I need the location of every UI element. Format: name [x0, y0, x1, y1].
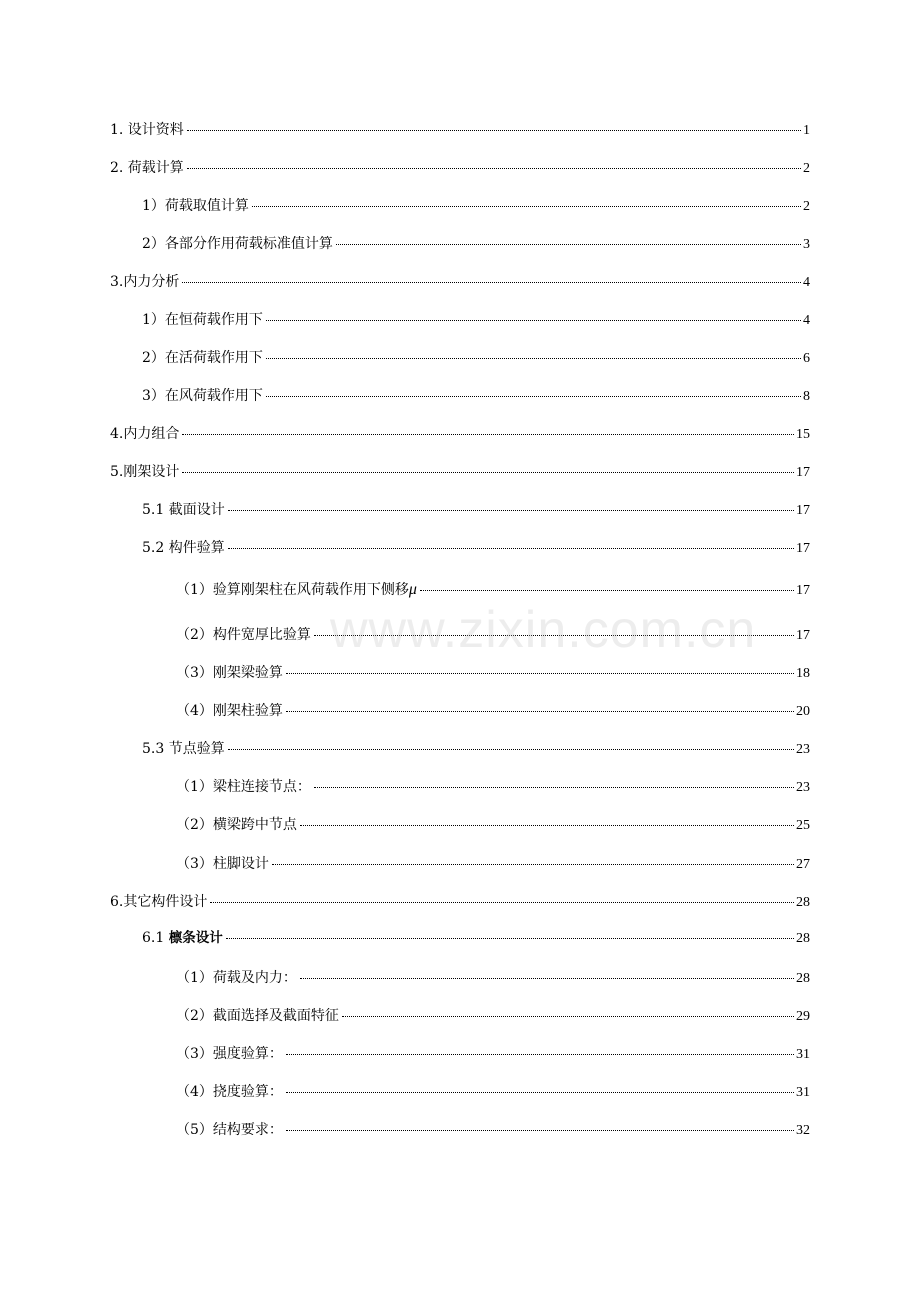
toc-leader: [286, 1130, 794, 1131]
toc-entry[interactable]: [110, 425, 810, 444]
mu-symbol: μ: [408, 581, 417, 598]
toc-entry[interactable]: [142, 501, 810, 520]
toc-entry[interactable]: [110, 121, 810, 140]
toc-entry-label: 3.内力分析: [110, 274, 180, 290]
toc-entry-label: 2）在活荷载作用下: [142, 350, 263, 366]
toc-entry-page: 4: [803, 275, 810, 290]
toc-entry[interactable]: [176, 581, 810, 600]
toc-leader: [286, 1054, 794, 1055]
toc-entry-page: 17: [796, 503, 810, 518]
toc-entry-label: 2）各部分作用荷载标准值计算: [142, 236, 333, 252]
toc-entry[interactable]: [110, 893, 810, 912]
toc-leader: [266, 396, 801, 397]
toc-entry[interactable]: [176, 855, 810, 874]
toc-entry-label: （4）刚架柱验算: [176, 703, 283, 719]
toc-entry-label: 6.1 檩条设计: [142, 930, 223, 946]
toc-leader: [286, 673, 794, 674]
toc-entry-page: 31: [796, 1047, 810, 1062]
toc-entry-page: 28: [796, 971, 810, 986]
toc-leader: [252, 206, 801, 207]
toc-entry-label: 5.1 截面设计: [142, 502, 225, 518]
toc-entry-label: （3）柱脚设计: [176, 856, 269, 872]
toc-entry-page: 27: [796, 857, 810, 872]
toc-leader: [266, 358, 801, 359]
toc-entry-label: （2）横梁跨中节点: [176, 817, 297, 833]
toc-entry-page: 28: [796, 895, 810, 910]
toc-entry-label: 4.内力组合: [110, 426, 180, 442]
toc-leader: [314, 787, 794, 788]
toc-leader: [420, 590, 794, 591]
toc-entry-page: 18: [796, 666, 810, 681]
toc-entry[interactable]: [110, 463, 810, 482]
toc-entry-page: 17: [796, 541, 810, 556]
toc-entry-page: 29: [796, 1009, 810, 1024]
toc-entry-page: 17: [796, 628, 810, 643]
toc-leader: [286, 1092, 794, 1093]
toc-entry-label: （1）验算刚架柱在风荷载作用下侧移μ: [176, 581, 417, 598]
toc-entry-label: 1）荷载取值计算: [142, 198, 249, 214]
toc-entry-label: 6.其它构件设计: [110, 894, 208, 910]
toc-entry[interactable]: [142, 235, 810, 254]
toc-entry-page: 3: [803, 237, 810, 252]
toc-entry-page: 23: [796, 742, 810, 757]
toc-leader: [336, 244, 801, 245]
toc-entry-label: （1）梁柱连接节点：: [176, 779, 311, 795]
toc-entry[interactable]: [176, 702, 810, 721]
toc-entry-page: 2: [803, 161, 810, 176]
toc-leader: [342, 1016, 794, 1017]
toc-entry-label: 3）在风荷载作用下: [142, 388, 263, 404]
toc-entry-page: 1: [803, 123, 810, 138]
toc-leader: [228, 510, 794, 511]
toc-leader: [182, 472, 794, 473]
toc-entry-label: （2）构件宽厚比验算: [176, 627, 311, 643]
toc-entry[interactable]: [176, 778, 810, 797]
toc-entry-page: 6: [803, 351, 810, 366]
toc-entry[interactable]: [142, 197, 810, 216]
toc-leader: [187, 130, 801, 131]
toc-entry[interactable]: [176, 1121, 810, 1140]
toc-entry[interactable]: [110, 273, 810, 292]
toc-entry-page: 17: [796, 465, 810, 480]
watermark: www.zixin.com.cn: [330, 601, 757, 659]
toc-entry[interactable]: [176, 1083, 810, 1102]
toc-entry-label: （4）挠度验算：: [176, 1084, 283, 1100]
toc-entry-page: 32: [796, 1123, 810, 1138]
toc-entry[interactable]: [176, 816, 810, 835]
toc-entry-label: 5.刚架设计: [110, 464, 180, 480]
toc-entry[interactable]: [142, 539, 810, 558]
toc-entry-page: 31: [796, 1085, 810, 1100]
toc-entry[interactable]: [142, 929, 810, 948]
toc-leader: [182, 434, 794, 435]
toc-entry-page: 4: [803, 313, 810, 328]
toc-leader: [226, 938, 794, 939]
toc-leader: [286, 711, 794, 712]
toc-entry[interactable]: [142, 311, 810, 330]
toc-entry-label: （1）荷载及内力：: [176, 970, 297, 986]
toc-entry-label: （3）刚架梁验算: [176, 665, 283, 681]
toc-leader: [228, 749, 794, 750]
toc-entry[interactable]: [176, 1007, 810, 1026]
toc-entry-label: （2）截面选择及截面特征: [176, 1008, 339, 1024]
toc-entry[interactable]: [142, 387, 810, 406]
toc-entry[interactable]: [176, 626, 810, 645]
toc-entry-page: 28: [796, 931, 810, 946]
toc-entry-page: 15: [796, 427, 810, 442]
toc-entry-label: 2. 荷载计算: [110, 160, 184, 176]
toc-leader: [300, 978, 794, 979]
toc-entry-label: （3）强度验算：: [176, 1046, 283, 1062]
toc-leader: [266, 320, 801, 321]
toc-entry-page: 2: [803, 199, 810, 214]
toc-entry-label: 1. 设计资料: [110, 122, 184, 138]
toc-entry[interactable]: [176, 1045, 810, 1064]
toc-entry-page: 17: [796, 583, 810, 598]
toc-entry-page: 20: [796, 704, 810, 719]
toc-entry-label: 1）在恒荷载作用下: [142, 312, 263, 328]
toc-leader: [182, 282, 801, 283]
toc-leader: [314, 635, 794, 636]
toc-entry-label: 5.3 节点验算: [142, 741, 225, 757]
toc-leader: [187, 168, 801, 169]
toc-entry-page: 8: [803, 389, 810, 404]
toc-entry-page: 23: [796, 780, 810, 795]
toc-entry[interactable]: [176, 969, 810, 988]
toc-entry-page: 25: [796, 818, 810, 833]
toc-entry-label: （5）结构要求：: [176, 1122, 283, 1138]
toc-entry[interactable]: [142, 740, 810, 759]
toc-entry[interactable]: [176, 664, 810, 683]
toc-entry[interactable]: [110, 159, 810, 178]
toc-entry[interactable]: [142, 349, 810, 368]
toc-leader: [300, 825, 794, 826]
toc-leader: [228, 548, 794, 549]
toc-leader: [210, 902, 794, 903]
toc-entry-label: 5.2 构件验算: [142, 540, 225, 556]
toc-leader: [272, 864, 794, 865]
